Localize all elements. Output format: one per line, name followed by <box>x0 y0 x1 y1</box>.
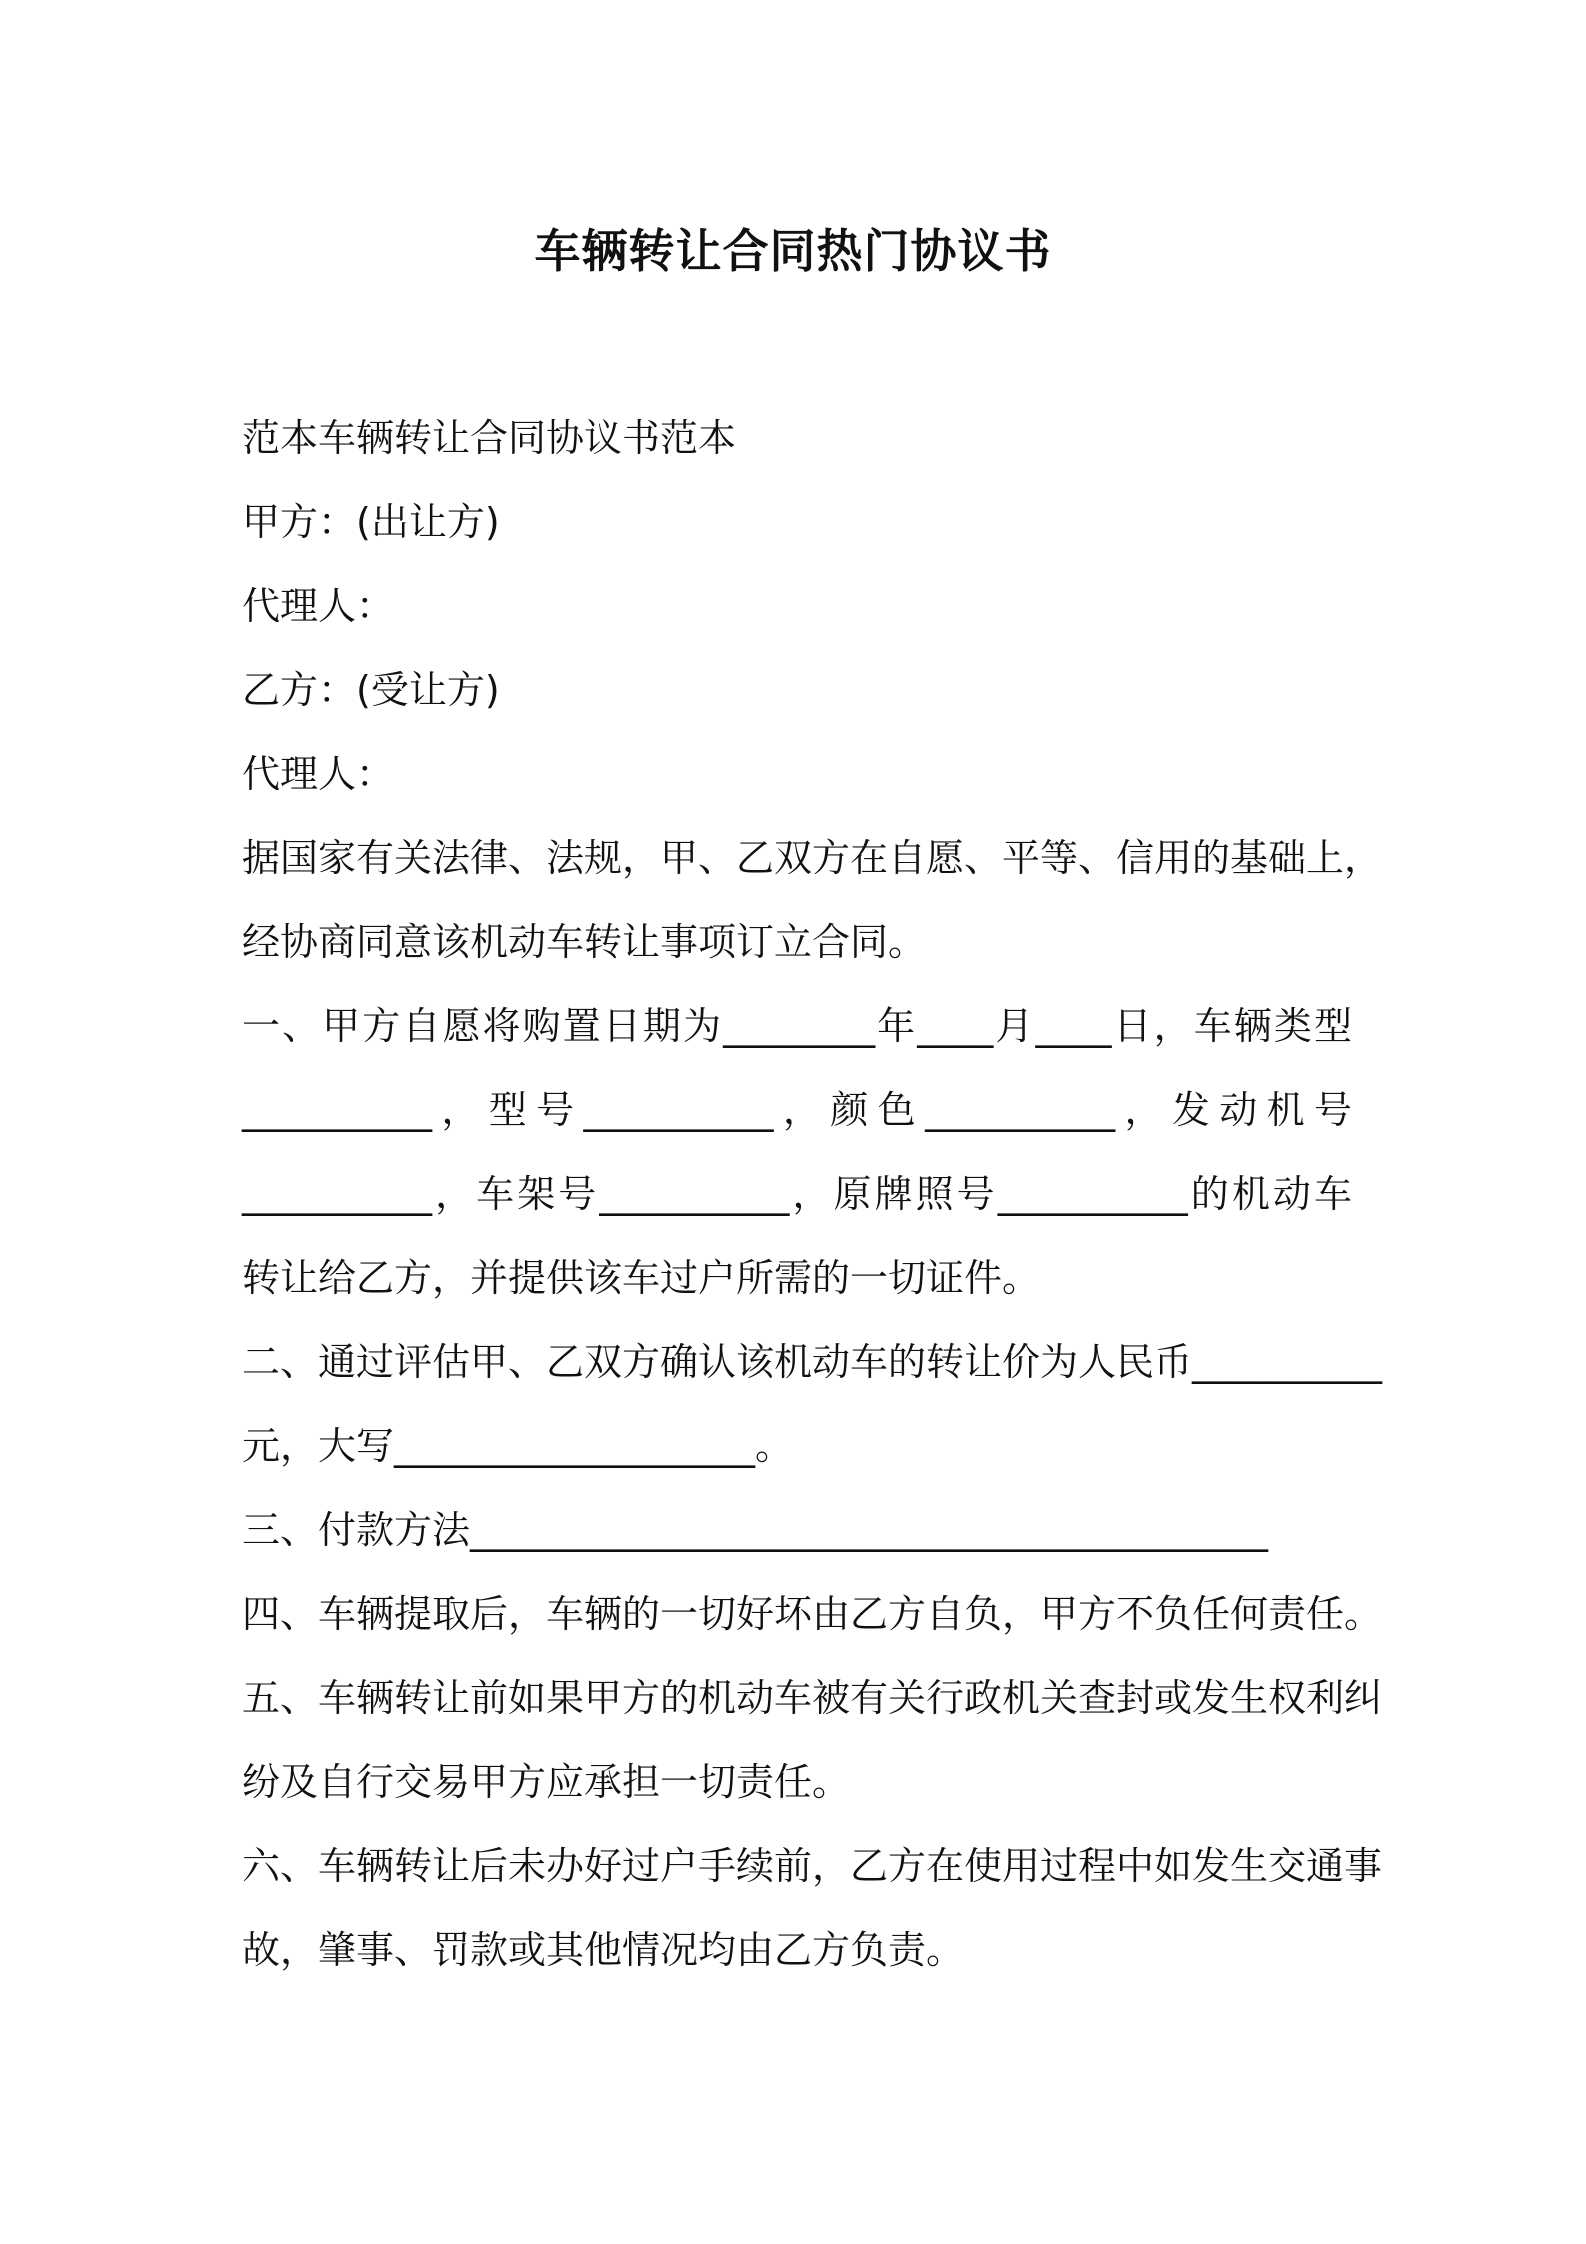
preamble-line-1: 据国家有关法律、法规，甲、乙双方在自愿、平等、信用的基础上， <box>242 836 1383 880</box>
party-a-agent-line: 代理人： <box>242 584 395 628</box>
clause-6-line-1: 六、车辆转让后未办好过户手续前，乙方在使用过程中如发生交通事 <box>242 1844 1383 1888</box>
clause-1-line-4: 转让给乙方，并提供该车过户所需的一切证件。 <box>242 1256 1041 1300</box>
preamble-line-2: 经协商同意该机动车转让事项订立合同。 <box>242 920 927 964</box>
party-a-line: 甲方：(出让方) <box>242 500 500 544</box>
clause-5-line-1: 五、车辆转让前如果甲方的机动车被有关行政机关查封或发生权利纠 <box>242 1676 1383 1720</box>
clause-5-line-2: 纷及自行交易甲方应承担一切责任。 <box>242 1760 851 1804</box>
clause-2-line-2: 元，大写___________________。 <box>242 1424 794 1468</box>
clause-1-line-1: 一、甲方自愿将购置日期为________年____月____日，车辆类型 <box>242 1004 1352 1048</box>
clause-4-line: 四、车辆提取后，车辆的一切好坏由乙方自负，甲方不负任何责任。 <box>242 1592 1383 1636</box>
document-title: 车辆转让合同热门协议书 <box>534 224 1052 278</box>
party-b-agent-line: 代理人： <box>242 752 395 796</box>
clause-3-line: 三、付款方法__________________________________________ <box>242 1508 1269 1552</box>
subtitle-line: 范本车辆转让合同协议书范本 <box>242 416 737 460</box>
clause-2-line-1: 二、通过评估甲、乙双方确认该机动车的转让价为人民币__________ <box>242 1340 1383 1384</box>
clause-1-line-3: __________，车架号__________，原牌照号__________的机动车 <box>242 1172 1352 1216</box>
clause-1-line-2: __________，型号__________，颜色__________，发动机号 <box>242 1088 1352 1132</box>
clause-6-line-2: 故，肇事、罚款或其他情况均由乙方负责。 <box>242 1928 965 1972</box>
party-b-line: 乙方：(受让方) <box>242 668 500 712</box>
